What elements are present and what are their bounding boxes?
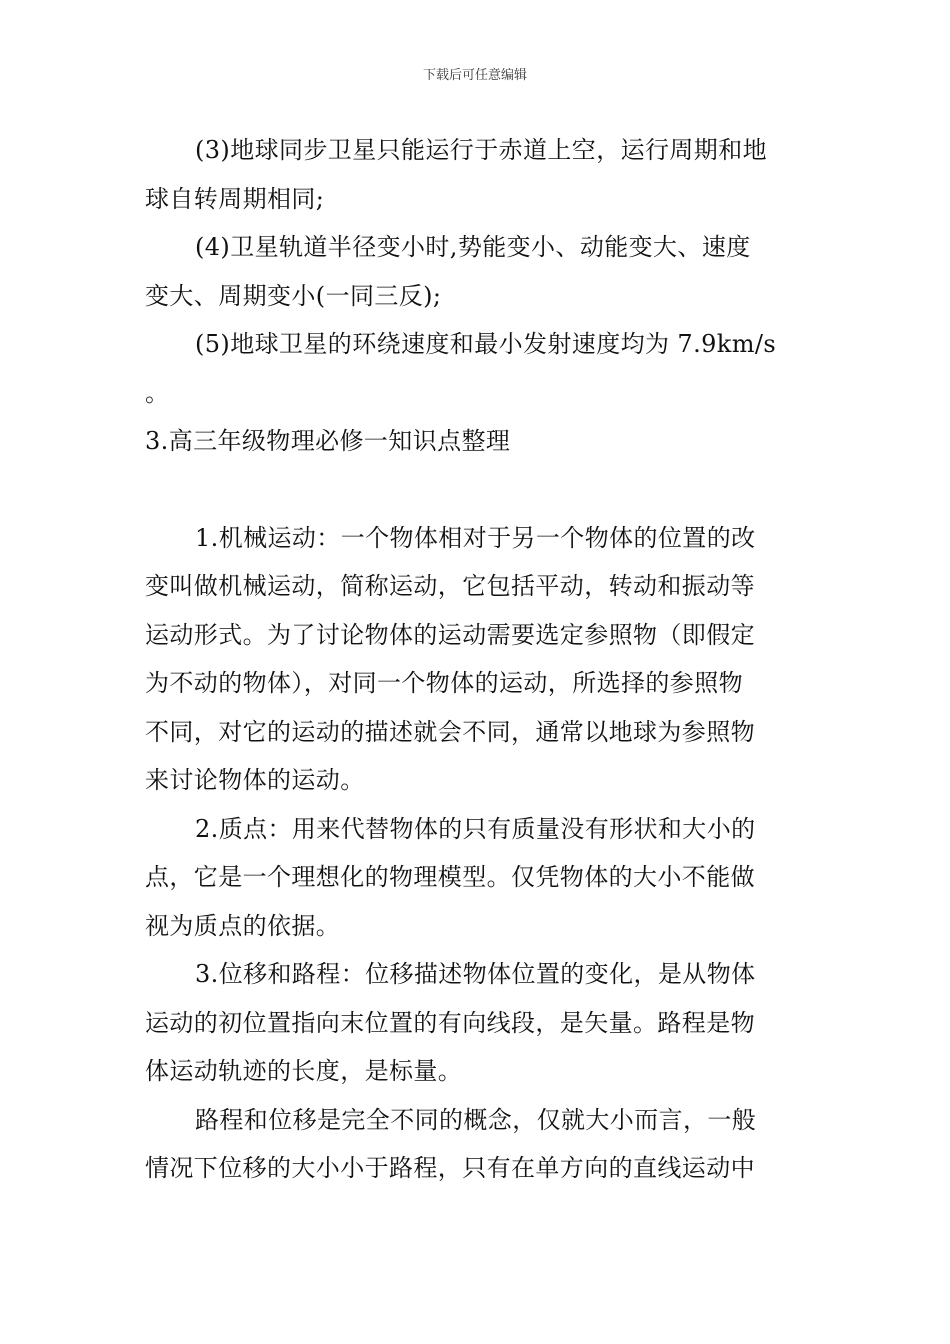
paragraph-line: 来讨论物体的运动。 xyxy=(145,766,365,794)
paragraph-line: 变叫做机械运动，简称运动，它包括平动，转动和振动等 xyxy=(145,572,755,600)
paragraph-line: 3.位移和路程：位移描述物体位置的变化，是从物体 xyxy=(195,960,756,988)
paragraph-line: (5)地球卫星的环绕速度和最小发射速度均为 7.9km/s xyxy=(195,330,777,358)
paragraph-line: 运动形式。为了讨论物体的运动需要选定参照物（即假定 xyxy=(145,620,755,649)
paragraph-line: 运动的初位置指向末位置的有向线段，是矢量。路程是物 xyxy=(145,1008,755,1037)
paragraph-line: (4)卫星轨道半径变小时,势能变小、动能变大、速度 xyxy=(195,233,751,261)
document-body xyxy=(145,126,807,1193)
paragraph-line: (3)地球同步卫星只能运行于赤道上空，运行周期和地 xyxy=(195,136,767,164)
paragraph-line: 变大、周期变小(一同三反); xyxy=(145,281,442,310)
paragraph-line: 球自转周期相同; xyxy=(145,184,325,213)
paragraph-line: 体运动轨迹的长度，是标量。 xyxy=(145,1057,463,1085)
paragraph-line: 不同，对它的运动的描述就会不同，通常以地球为参照物 xyxy=(145,717,755,746)
paragraph-line: 路程和位移是完全不同的概念，仅就大小而言，一般 xyxy=(195,1105,757,1134)
paragraph-line: 点，它是一个理想化的物理模型。仅凭物体的大小不能做 xyxy=(145,863,755,891)
paragraph-line: 1.机械运动：一个物体相对于另一个物体的位置的改 xyxy=(195,523,756,552)
paragraph-line: 。 xyxy=(145,378,170,407)
page-header: 下载后可任意编辑 xyxy=(422,68,527,83)
paragraph-line: 情况下位移的大小小于路程，只有在单方向的直线运动中 xyxy=(145,1154,755,1182)
paragraph-line: 为不动的物体），对同一个物体的运动，所选择的参照物 xyxy=(145,669,743,697)
paragraph-line: 视为质点的依据。 xyxy=(145,911,341,940)
paragraph-line: 2.质点：用来代替物体的只有质量没有形状和大小的 xyxy=(195,814,756,843)
section-gap xyxy=(145,466,807,514)
section-heading: 3.高三年级物理必修一知识点整理 xyxy=(145,427,511,455)
